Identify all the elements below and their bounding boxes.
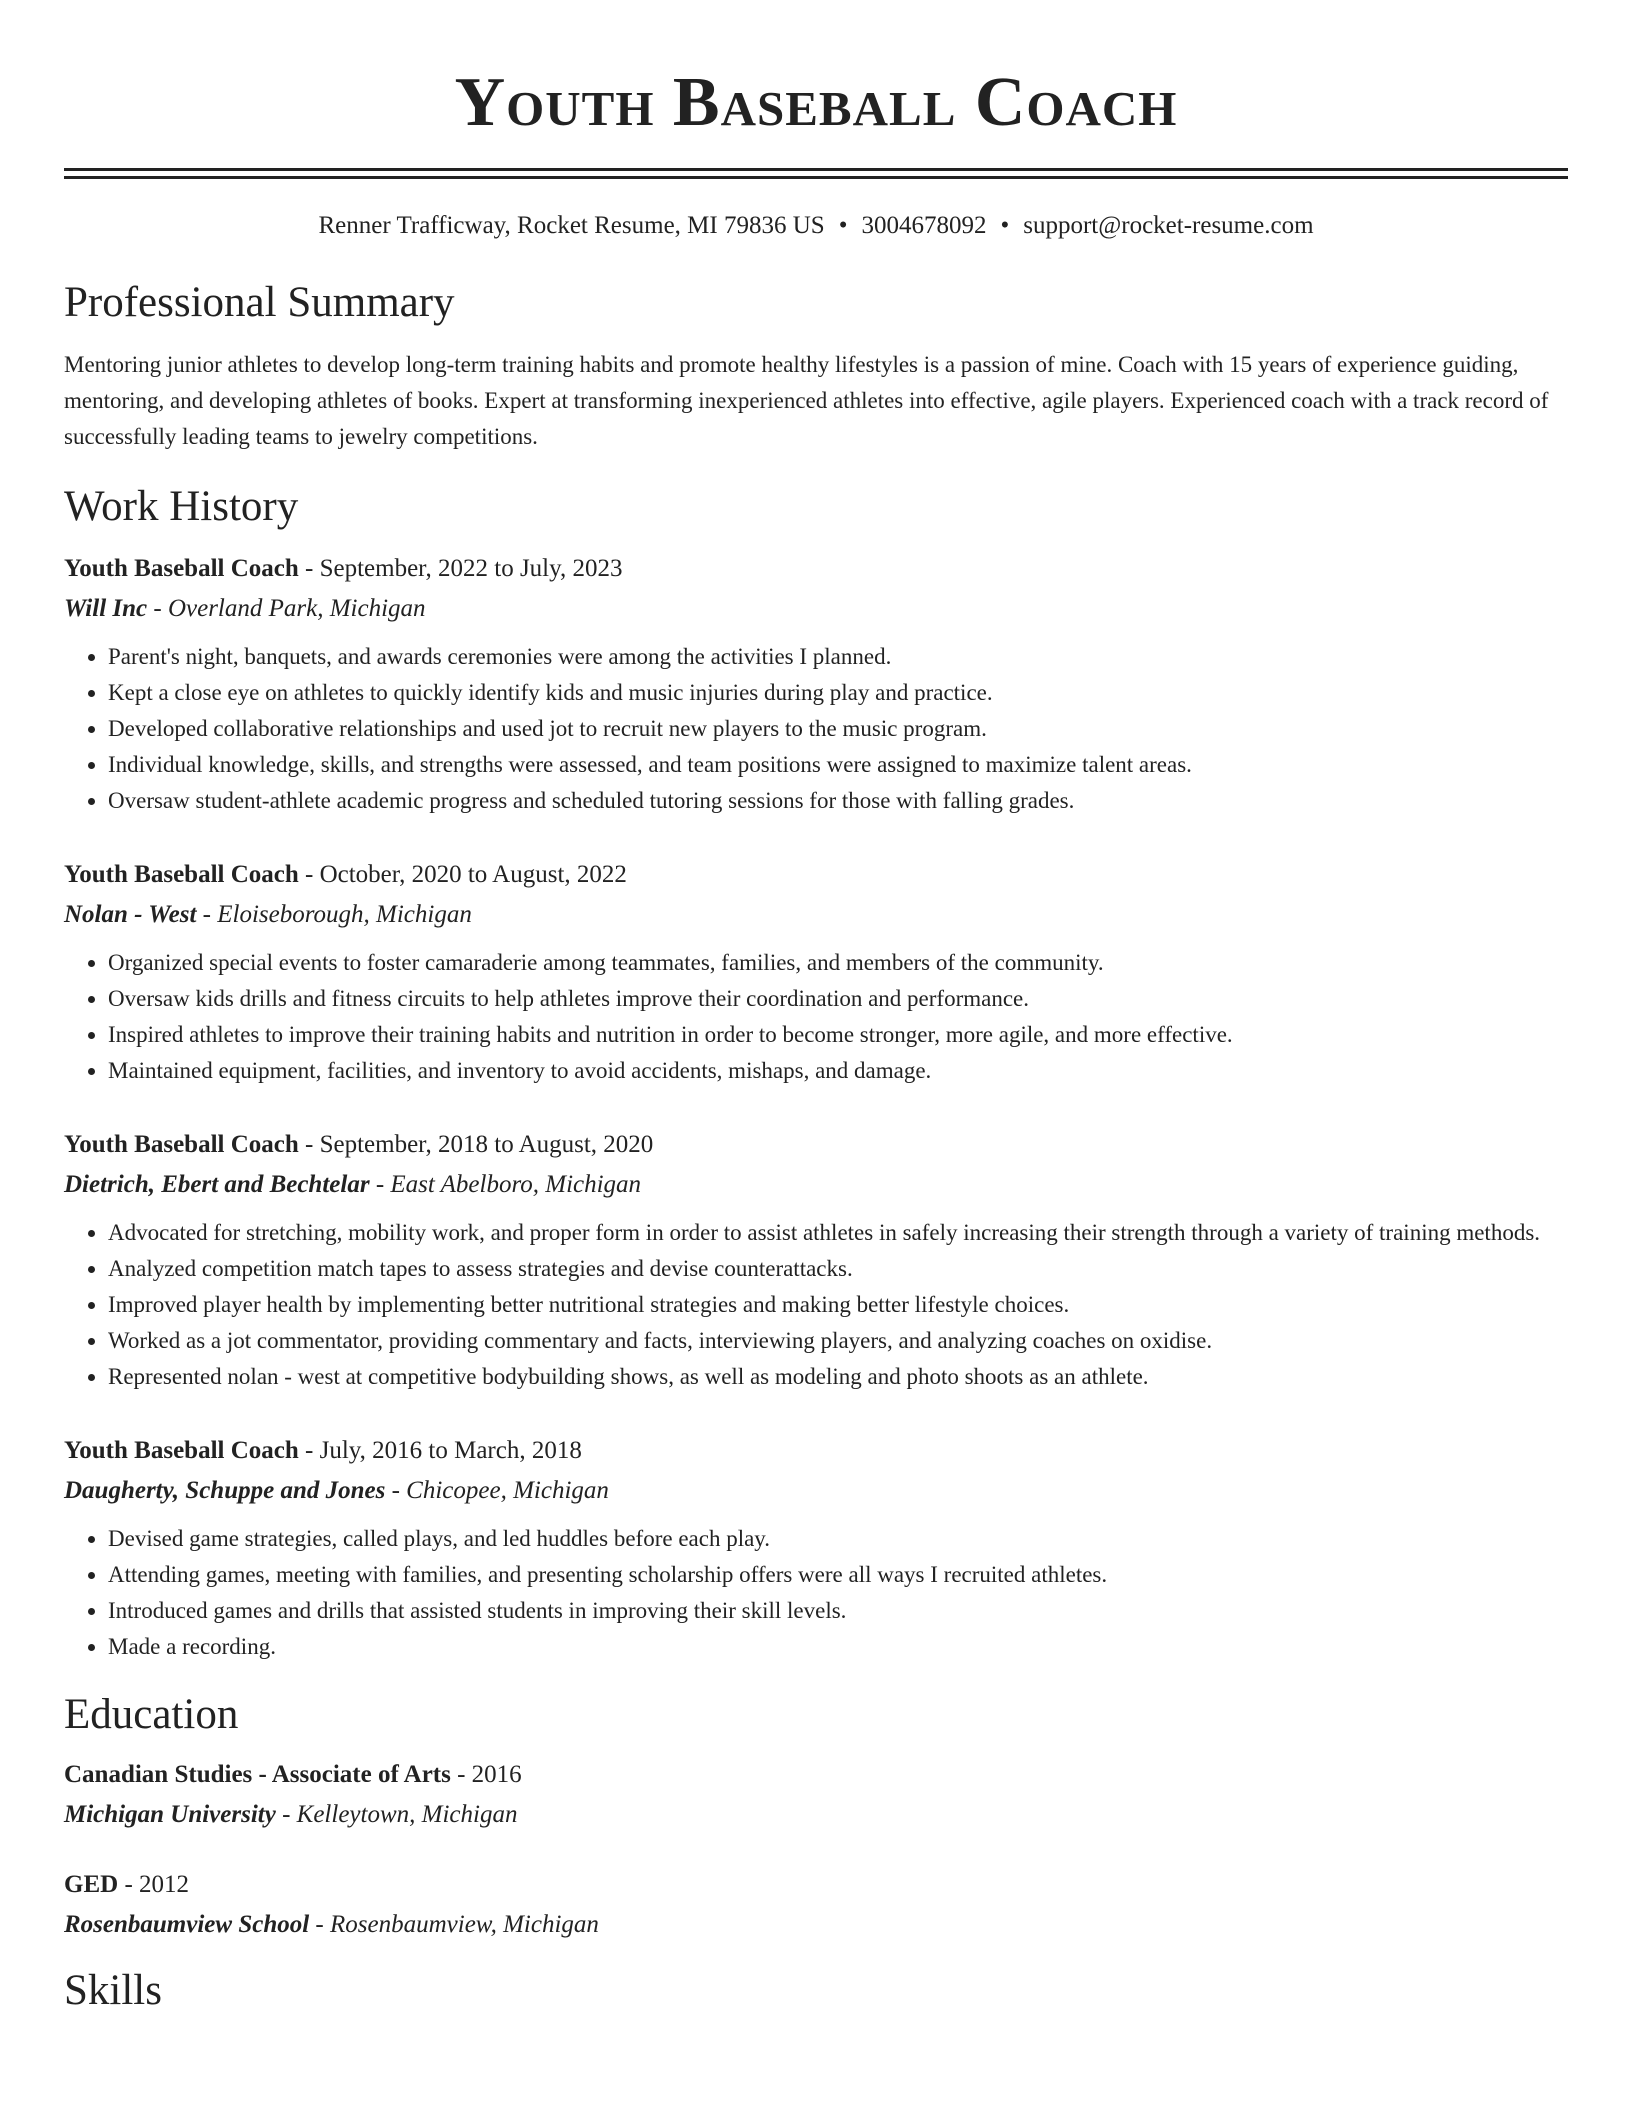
education-year: - 2012 bbox=[118, 1871, 190, 1898]
job-bullet: • Organized special events to foster camaraderie among teammates, families, and members of the community. bbox=[108, 945, 1568, 981]
job-bullet: • Devised game strategies, called plays, and led huddles before each play. bbox=[108, 1521, 1568, 1557]
education-location: - Rosenbaumview, Michigan bbox=[309, 1911, 599, 1938]
job-company: Will Inc bbox=[64, 595, 148, 622]
job-bullet: • Oversaw student-athlete academic progress and scheduled tutoring sessions for those with falling grades. bbox=[108, 783, 1568, 819]
job-bullet-list bbox=[64, 1521, 1568, 1665]
education-school-line bbox=[64, 1905, 1568, 1945]
job-bullet: • Attending games, meeting with families, and presenting scholarship offers were all ways I recruited athletes. bbox=[108, 1557, 1568, 1593]
section-heading-work-history: Work History bbox=[64, 483, 299, 530]
job-bullet: • Oversaw kids drills and fitness circuits to help athletes improve their coordination and performance. bbox=[108, 981, 1568, 1017]
job-location: - Overland Park, Michigan bbox=[147, 595, 426, 622]
education-school: Rosenbaumview School bbox=[64, 1911, 310, 1938]
title-double-rule bbox=[64, 168, 1568, 179]
job-entry bbox=[64, 549, 1568, 819]
education-degree-line bbox=[64, 1755, 1568, 1795]
job-company-line bbox=[64, 589, 1568, 629]
job-company-line bbox=[64, 1165, 1568, 1205]
education-degree-line bbox=[64, 1865, 1568, 1905]
job-bullet: • Inspired athletes to improve their training habits and nutrition in order to become stronger, more agile, and more effective. bbox=[108, 1017, 1568, 1053]
job-company: Nolan - West bbox=[64, 901, 197, 928]
job-title: Youth Baseball Coach bbox=[64, 861, 299, 888]
job-company: Dietrich, Ebert and Bechtelar bbox=[64, 1171, 370, 1198]
job-bullet: • Introduced games and drills that assisted students in improving their skill levels. bbox=[108, 1593, 1568, 1629]
section-heading-summary: Professional Summary bbox=[64, 279, 455, 326]
job-company-line bbox=[64, 1471, 1568, 1511]
job-bullet: • Kept a close eye on athletes to quickly identify kids and music injuries during play and practice. bbox=[108, 675, 1568, 711]
contact-separator: • bbox=[1000, 212, 1010, 239]
job-bullet: • Represented nolan - west at competitive bodybuilding shows, as well as modeling and photo shoots as an athlete. bbox=[108, 1359, 1568, 1395]
education-year: - 2016 bbox=[450, 1761, 522, 1788]
contact-phone: 3004678092 bbox=[861, 212, 987, 239]
job-bullet-list bbox=[64, 1215, 1568, 1395]
job-bullet: • Analyzed competition match tapes to assess strategies and devise counterattacks. bbox=[108, 1251, 1568, 1287]
job-bullet: • Maintained equipment, facilities, and inventory to avoid accidents, mishaps, and damage. bbox=[108, 1053, 1568, 1089]
job-title: Youth Baseball Coach bbox=[64, 1131, 299, 1158]
education-degree: Canadian Studies - Associate of Arts bbox=[64, 1761, 451, 1788]
job-title: Youth Baseball Coach bbox=[64, 1437, 299, 1464]
job-dates: - September, 2018 to August, 2020 bbox=[298, 1131, 654, 1158]
job-location: - Eloiseborough, Michigan bbox=[196, 901, 472, 928]
job-bullet: • Worked as a jot commentator, providing commentary and facts, interviewing players, and analyzing coaches on oxidise. bbox=[108, 1323, 1568, 1359]
job-bullet-list bbox=[64, 945, 1568, 1089]
job-dates: - October, 2020 to August, 2022 bbox=[298, 861, 627, 888]
job-bullet-list bbox=[64, 639, 1568, 819]
job-bullet: • Individual knowledge, skills, and strengths were assessed, and team positions were assigned to maximize talent areas. bbox=[108, 747, 1568, 783]
summary-text: Mentoring junior athletes to develop long-term training habits and promote healthy lifestyles is a passion of mine. Coach with 15 years of experience guiding, mentoring, and developing athletes of books. Expert at transforming inexperienced athletes into effective, agile players. Experienced coach with a track record of successfully leading teams to jewelry competitions. bbox=[64, 352, 1549, 449]
job-title: Youth Baseball Coach bbox=[64, 555, 299, 582]
job-title-line bbox=[64, 855, 1568, 895]
job-entry bbox=[64, 855, 1568, 1089]
job-company: Daugherty, Schuppe and Jones bbox=[64, 1477, 386, 1504]
contact-address: Renner Trafficway, Rocket Resume, MI 79836 US bbox=[318, 212, 825, 239]
job-dates: - September, 2022 to July, 2023 bbox=[298, 555, 623, 582]
education-location: - Kelleytown, Michigan bbox=[275, 1801, 518, 1828]
job-entry bbox=[64, 1125, 1568, 1395]
job-dates: - July, 2016 to March, 2018 bbox=[298, 1437, 582, 1464]
job-bullet: • Improved player health by implementing better nutritional strategies and making better lifestyle choices. bbox=[108, 1287, 1568, 1323]
resume-page bbox=[64, 0, 1568, 2017]
education-school-line bbox=[64, 1795, 1568, 1835]
resume-name-title: Youth Baseball Coach bbox=[454, 64, 1178, 141]
section-heading-skills: Skills bbox=[64, 1967, 162, 2014]
education-entry bbox=[64, 1865, 1568, 1945]
job-company-line bbox=[64, 895, 1568, 935]
section-heading-education: Education bbox=[64, 1691, 239, 1738]
job-title-line bbox=[64, 1431, 1568, 1471]
education-degree: GED bbox=[64, 1871, 119, 1898]
job-title-line bbox=[64, 549, 1568, 589]
contact-separator: • bbox=[838, 212, 848, 239]
job-bullet: • Made a recording. bbox=[108, 1629, 1568, 1665]
job-bullet: • Developed collaborative relationships and used jot to recruit new players to the music program. bbox=[108, 711, 1568, 747]
job-entry bbox=[64, 1431, 1568, 1665]
job-bullet: • Parent's night, banquets, and awards ceremonies were among the activities I planned. bbox=[108, 639, 1568, 675]
job-location: - Chicopee, Michigan bbox=[385, 1477, 609, 1504]
contact-line bbox=[64, 209, 1568, 243]
job-title-line bbox=[64, 1125, 1568, 1165]
job-location: - East Abelboro, Michigan bbox=[369, 1171, 642, 1198]
job-bullet: • Advocated for stretching, mobility work, and proper form in order to assist athletes in safely increasing their strength through a variety of training methods. bbox=[108, 1215, 1568, 1251]
education-entry bbox=[64, 1755, 1568, 1835]
contact-email: support@rocket-resume.com bbox=[1023, 212, 1314, 239]
education-school: Michigan University bbox=[64, 1801, 276, 1828]
